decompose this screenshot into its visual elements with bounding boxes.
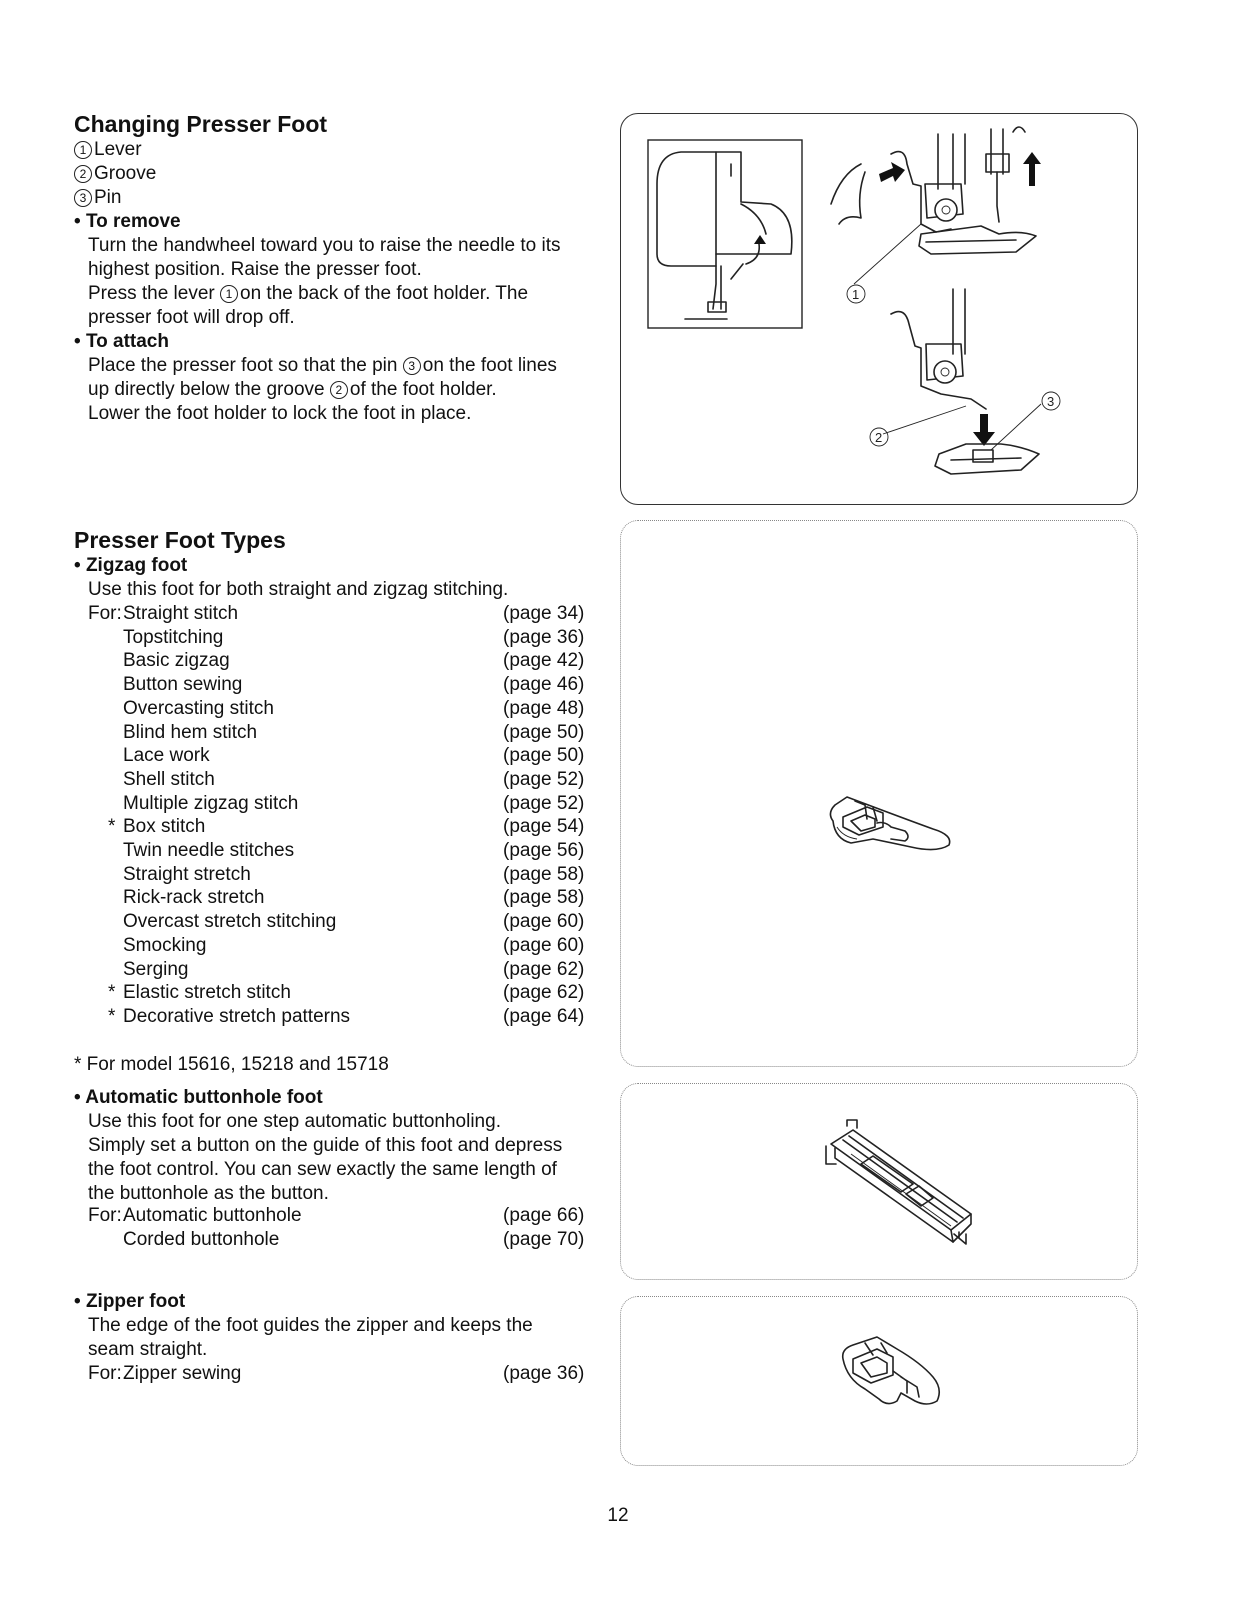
buttonhole-uses-table [74,1204,594,1252]
model-footnote: * For model 15616, 15218 and 15718 [74,1054,389,1075]
use-name: Box stitch [123,816,206,838]
heading-text: To remove [85,211,181,232]
for-label: For: [88,1205,122,1226]
remove-text [74,282,560,306]
figure-panel-zigzag-foot [620,520,1138,1067]
text-run: on the foot lines [422,355,557,376]
use-page-ref: (page 34) [503,603,585,624]
buttonhole-desc: Use this foot for one step automatic buttonholing. [88,1111,501,1132]
remove-text: highest position. Raise the presser foot. [88,259,422,280]
zigzag-foot-block [74,554,594,602]
zigzag-foot-illustration [621,521,1137,1066]
zipper-desc: The edge of the foot guides the zipper and keeps the [88,1315,533,1336]
zigzag-foot-heading: • Zigzag foot [74,555,188,576]
buttonhole-desc: Simply set a button on the guide of this foot and depress [88,1135,563,1156]
text-run: up directly below the groove [88,379,330,400]
buttonhole-desc: the foot control. You can sew exactly the same length of [88,1159,557,1180]
zigzag-uses-table [74,602,594,1034]
text-run: on the back of the foot holder. The [240,283,529,304]
use-marker: * [108,816,116,838]
attach-text [74,354,560,378]
part-label: Groove [94,163,157,184]
use-name: Rick-rack stretch [123,887,265,909]
use-name: Lace work [123,745,210,767]
to-attach-heading: • To attach [74,331,169,352]
text-run: Press the lever [88,283,220,304]
use-name: Automatic buttonhole [123,1205,302,1226]
zipper-foot-illustration [621,1297,1137,1465]
use-name: Zipper sewing [123,1363,242,1384]
buttonhole-foot-block [74,1086,614,1206]
zipper-foot-heading: • Zipper foot [74,1291,186,1312]
use-name: Decorative stretch patterns [123,1005,351,1027]
use-page-ref: (page 58) [503,887,585,909]
use-page-ref: (page 56) [503,840,585,861]
text-run: Place the presser foot so that the pin [88,355,403,376]
callout-number: 3 [403,357,421,375]
use-name: Twin needle stitches [123,840,295,861]
zipper-desc: seam straight. [88,1339,208,1360]
section-title-presser-foot-types: Presser Foot Types [74,527,286,553]
use-name: Elastic stretch stitch [123,982,291,1004]
heading-text: To attach [85,331,169,352]
figure-panel-buttonhole-foot [620,1083,1138,1280]
use-name: Blind hem stitch [123,721,258,743]
use-page-ref: (page 54) [503,816,585,838]
use-page-ref: (page 52) [503,792,585,814]
part-label: Pin [94,187,122,208]
use-page-ref: (page 36) [503,1363,585,1384]
text-run: of the foot holder. [349,379,497,400]
use-marker: * [108,982,116,1004]
use-page-ref: (page 52) [503,768,585,790]
callout-number: 1 [74,141,92,159]
use-page-ref: (page 42) [503,650,585,672]
use-name: Serging [123,958,189,980]
use-page-ref: (page 60) [503,934,585,956]
use-name: Multiple zigzag stitch [123,792,299,814]
heading-text: Zigzag foot [85,555,188,576]
buttonhole-desc: the buttonhole as the button. [88,1183,329,1204]
use-name: Straight stretch [123,863,251,885]
changing-foot-illustration [621,114,1137,504]
figure-callout-1: 1 [852,287,860,302]
use-name: Button sewing [123,674,243,696]
parts-list [74,138,560,426]
zipper-foot-block [74,1290,614,1362]
heading-text: Automatic buttonhole foot [85,1087,323,1108]
part-item-pin [74,186,560,210]
use-name: Corded buttonhole [123,1229,280,1250]
use-name: Topstitching [123,626,224,648]
figure-callout-2: 2 [875,430,883,445]
use-name: Shell stitch [123,768,215,790]
attach-text: Lower the foot holder to lock the foot in place. [88,403,472,424]
use-name: Smocking [123,934,207,956]
use-page-ref: (page 46) [503,674,585,696]
use-name: Overcasting stitch [123,697,274,719]
use-page-ref: (page 48) [503,697,585,719]
zigzag-desc: Use this foot for both straight and zigzag stitching. [88,579,509,600]
callout-number: 2 [74,165,92,183]
use-marker: * [108,1005,116,1027]
heading-text: Zipper foot [85,1291,186,1312]
remove-text: presser foot will drop off. [88,307,295,328]
part-label: Lever [94,139,142,160]
figure-panel-zipper-foot [620,1296,1138,1466]
use-page-ref: (page 50) [503,745,585,767]
to-remove-heading: • To remove [74,211,181,232]
use-page-ref: (page 70) [503,1229,585,1250]
use-page-ref: (page 36) [503,626,585,648]
use-page-ref: (page 62) [503,982,585,1004]
use-name: Basic zigzag [123,650,230,672]
use-page-ref: (page 60) [503,911,585,933]
zipper-uses-table [74,1362,594,1386]
page-number: 12 [607,1505,629,1526]
buttonhole-foot-heading: • Automatic buttonhole foot [74,1087,323,1108]
use-page-ref: (page 62) [503,958,585,980]
use-page-ref: (page 50) [503,721,585,743]
section-title-changing-presser-foot: Changing Presser Foot [74,111,328,137]
part-item-groove [74,162,560,186]
figure-panel-changing-foot [620,113,1138,505]
for-label: For: [88,1363,122,1384]
buttonhole-foot-illustration [621,1084,1137,1279]
for-label: For: [88,603,122,624]
callout-number: 1 [220,285,238,303]
attach-text [74,378,560,402]
use-name: Straight stitch [123,603,239,624]
part-item-lever [74,138,560,162]
callout-number: 3 [74,189,92,207]
callout-number: 2 [330,381,348,399]
use-page-ref: (page 64) [503,1005,585,1027]
use-page-ref: (page 66) [503,1205,585,1226]
use-name: Overcast stretch stitching [123,911,337,933]
figure-callout-3: 3 [1047,394,1055,409]
use-page-ref: (page 58) [503,863,585,885]
remove-text: Turn the handwheel toward you to raise the needle to its [88,235,561,256]
